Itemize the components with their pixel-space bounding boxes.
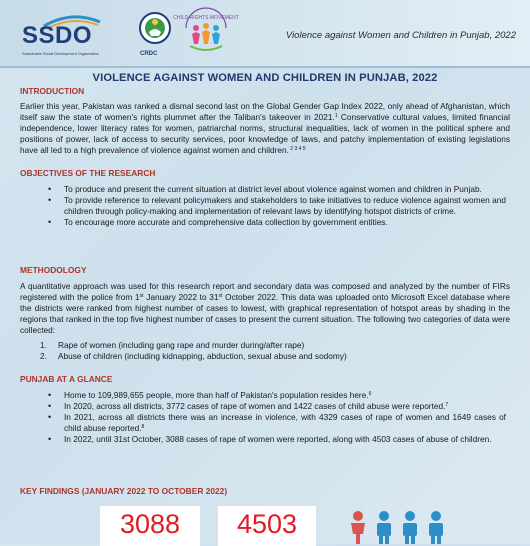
list-text: In 2021, across all districts there was an increase in violence, with 4329 cases of rape of women and 1649 cases of child abuse reported. [64,412,506,433]
list-item: • To encourage more accurate and comprehensive data collection by government entities. [20,217,510,228]
intro-text-part-1: Earlier this year, Pakistan was ranked a dismal second last on the Global Gender Gap Index 2022, only ahead of Afghanistan, which itself saw the state of women's rights plummet after the Taliban's takeover in 2021. [20,101,510,122]
list-item [20,351,510,362]
people-icons [348,510,456,544]
footnote-ref: 7 [445,402,449,408]
running-title: Violence against Women and Children in Punjab, 2022 [285,30,516,41]
crdc-label: CRDC [140,51,158,57]
female-icon [351,511,365,544]
ordinal-suffix: st [218,293,223,299]
introduction-heading: INTRODUCTION [20,86,85,96]
ssdo-logo-text: SSDO [22,22,93,49]
list-number: 2. [40,351,47,361]
list-text: Home to 109,989,655 people, more than half of Pakistan's population resides here. [64,390,369,400]
objectives-section [20,168,510,228]
intro-text-part-2: Conservative cultural values, limited financial independence, lower literacy rates for women, patriarchal norms, structural inequalities, lack of women in the political sphere and positions of power, lack of access to security services, poor knowledge of laws, and patchy implementation of existing legislations have all led to a high prevalence of violence against women and children. [20,112,510,155]
list-text: Rape of women (including gang rape and murder during/after rape) [58,340,305,350]
list-item [20,434,510,445]
crdc-logo-icon [138,8,172,56]
ssdo-tagline: Sustainable Social Development Organization [22,52,100,56]
key-findings-section [20,486,510,496]
ssdo-logo [16,10,124,56]
report-content [20,68,510,84]
methodology-text-part: A quantitative approach was used for this research report and secondary data was composed and analyzed by the number of FIRs registered with the police from 1 [20,281,510,302]
list-text: In 2022, until 31st October, 3088 cases of rape of women were reported, along with 4503 cases of abuse of children. [64,434,492,444]
key-findings-heading: KEY FINDINGS (JANUARY 2022 TO OCTOBER 2022) [20,486,228,496]
male-icon [403,511,417,544]
footnote-ref: 1 [334,113,338,119]
list-item: • To produce and present the current situation at district level about violence against women and children in Punjab. [20,184,510,195]
introduction-text [20,101,510,156]
methodology-text [20,281,510,336]
methodology-section [20,265,510,362]
footnote-ref: 8 [141,424,145,430]
footnote-ref: 6 [368,391,372,397]
list-item [20,401,510,412]
methodology-text-part: October 2022. This data was uploaded onto Microsoft Excel database where the districts were ranked from highest number of cases to lowest, with graphical representation of hotspot areas by shading in the regions that ranked in the top five highest number of cases to present the current situation. The following two categories of data were collected: [20,292,510,335]
objectives-heading: OBJECTIVES OF THE RESEARCH [20,168,156,178]
header-bar [0,0,530,68]
child-rights-logo-text: CHILD RIGHTS MOVEMENT [173,15,239,21]
glance-heading: PUNJAB AT A GLANCE [20,374,113,384]
list-item [20,390,510,401]
rape-cases-count: 3088 [100,506,200,546]
child-rights-icon [173,6,239,58]
male-icon [429,511,443,544]
list-item: • To provide reference to relevant policymakers and stakeholders to take initiatives to reduce violence against women and children through policy-making and implementation of relevant laws by identifying hotspot districts of crime. [20,195,510,217]
list-item [20,412,510,434]
objectives-list [20,184,510,228]
child-abuse-cases-count: 4503 [218,506,316,546]
list-number: 1. [40,340,47,350]
page-title: VIOLENCE AGAINST WOMEN AND CHILDREN IN PUNJAB, 2022 [92,72,438,84]
methodology-text-part: January 2022 to 31 [143,292,219,302]
list-text: Abuse of children (including kidnapping, abduction, sexual abuse and sodomy) [58,351,347,361]
list-text: In 2020, across all districts, 3772 cases of rape of women and 1422 cases of child abuse were reported. [64,401,446,411]
glance-section [20,374,510,445]
list-item [20,340,510,351]
child-rights-logo [173,6,239,58]
methodology-heading: METHODOLOGY [20,265,87,275]
introduction-section [20,86,510,156]
data-categories-list [20,340,510,362]
ordinal-suffix: st [139,293,144,299]
footnote-refs: 2 3 4 5 [288,146,306,152]
glance-list [20,390,510,445]
male-icon [377,511,391,544]
